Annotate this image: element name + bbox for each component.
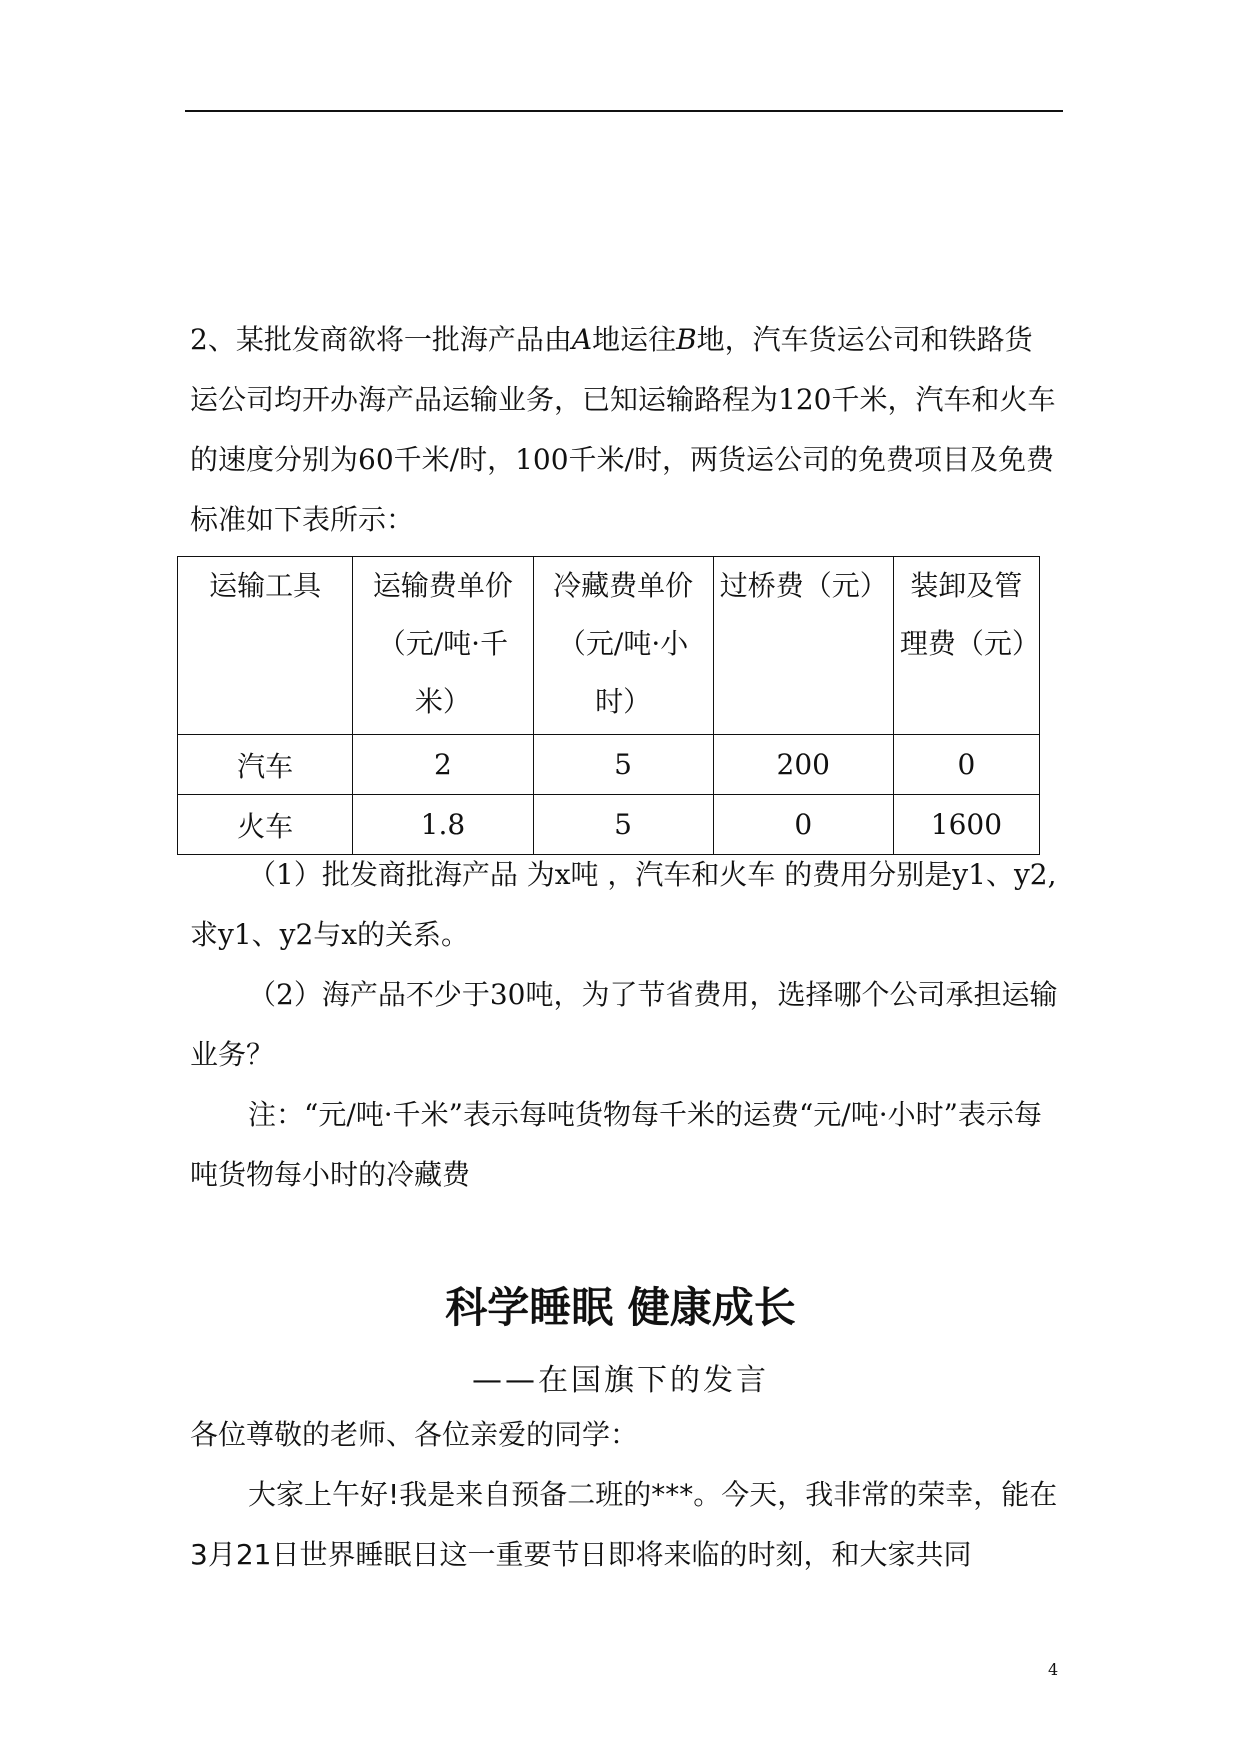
speech-body xyxy=(190,1405,1060,1585)
header-cell: 过桥费（元） xyxy=(713,557,893,735)
intro-text-1: 2、某批发商欲将一批海产品由 xyxy=(190,323,572,356)
intro-text-2: 地运往 xyxy=(592,323,677,356)
table-cell: 2 xyxy=(353,735,533,795)
table-cell: 汽车 xyxy=(178,735,353,795)
speech-paragraph: 大家上午好!我是来自预备二班的***。今天，我非常的荣幸，能在3月21日世界睡眠日这一重要节日即将来临的时刻，和大家共同 xyxy=(190,1478,1058,1571)
fee-table xyxy=(177,556,1040,855)
table-row xyxy=(178,735,1040,795)
page-number: 4 xyxy=(1048,1660,1059,1679)
table-cell: 1.8 xyxy=(353,795,533,855)
table-cell: 200 xyxy=(713,735,893,795)
table-cell: 0 xyxy=(893,735,1039,795)
table-cell: 1600 xyxy=(893,795,1039,855)
header-rule xyxy=(185,110,1063,112)
intro-text-3: 地，汽车货运公司和铁路货运公司均开办海产品运输业务，已知运输路程为120千米，汽车和火车的速度分别为60千米/时，100千米/时，两货运公司的免费项目及免费标准如下表所示： xyxy=(190,323,1056,536)
table-header-row xyxy=(178,557,1040,735)
question-1: （1）批发商批海产品 为x吨 ，汽车和火车 的费用分别是y1、y2,求y1、y2与x的关系。 xyxy=(190,858,1057,951)
question-2: （2）海产品不少于30吨，为了节省费用，选择哪个公司承担运输业务？ xyxy=(190,978,1058,1071)
place-b: B xyxy=(676,323,697,356)
table-cell: 0 xyxy=(713,795,893,855)
header-cell: 运输费单价（元/吨·千米） xyxy=(353,557,533,735)
header-cell: 运输工具 xyxy=(178,557,353,735)
place-a: A xyxy=(571,323,593,356)
note: 注：“元/吨·千米”表示每吨货物每千米的运费“元/吨·小时”表示每吨货物每小时的冷藏费 xyxy=(190,1098,1042,1191)
speech-subtitle: ——在国旗下的发言 xyxy=(472,1363,769,1398)
header-cell: 冷藏费单价（元/吨·小时） xyxy=(533,557,713,735)
speech-title: 科学睡眠 健康成长 xyxy=(445,1283,796,1332)
problem-intro xyxy=(190,310,1060,550)
header-cell: 装卸及管理费（元） xyxy=(893,557,1039,735)
questions xyxy=(190,845,1060,1205)
table-cell: 火车 xyxy=(178,795,353,855)
table-cell: 5 xyxy=(533,795,713,855)
speech-greeting: 各位尊敬的老师、各位亲爱的同学： xyxy=(190,1418,639,1451)
table-cell: 5 xyxy=(533,735,713,795)
